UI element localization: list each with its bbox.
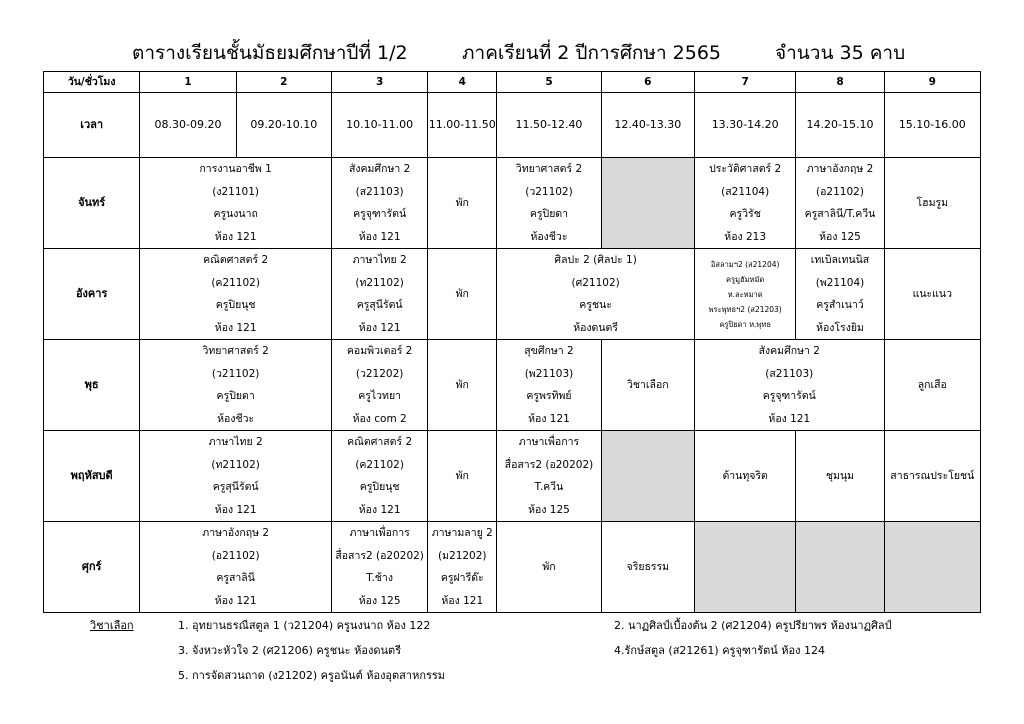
elective-item: 1. อุทยานธรณีสตูล 1 (ว21204) ครูนงนาถ ห้อง 122: [178, 619, 431, 632]
time-slot: 11.00-11.50: [428, 93, 497, 158]
class-cell: ภาษาอังกฤษ 2 (อ21102) ครูสาลินี/T.ควีน ห้อง 125: [796, 158, 884, 249]
empty-cell: [694, 522, 795, 613]
elective-item: 2. นาฏศิลป์เบื้องต้น 2 (ศ21204) ครูปรียาพร ห้องนาฏศิลป์: [614, 619, 892, 632]
empty-cell: [601, 431, 694, 522]
class-cell: ภาษาอังกฤษ 2 (อ21102) ครูสาลินี ห้อง 121: [140, 522, 332, 613]
timetable: [43, 71, 981, 613]
activity-cell: จริยธรรม: [601, 522, 694, 613]
empty-cell: [601, 158, 694, 249]
break-cell: พัก: [497, 522, 601, 613]
page-title: [0, 38, 1024, 66]
period-number: 9: [884, 72, 980, 93]
elective-item: 4.รักษ์สตูล (ส21261) ครูจุฑารัตน์ ห้อง 124: [614, 644, 826, 657]
break-cell: พัก: [428, 340, 497, 431]
period-header-row: [44, 72, 981, 93]
class-cell: ภาษาไทย 2 (ท21102) ครูสุนีรัตน์ ห้อง 121: [331, 249, 427, 340]
time-slot: 10.10-11.00: [331, 93, 427, 158]
time-slot: 09.20-10.10: [236, 93, 331, 158]
time-slot: 12.40-13.30: [601, 93, 694, 158]
day-row-friday: [44, 522, 981, 613]
period-number: 3: [331, 72, 427, 93]
title-semester: ภาคเรียนที่ 2 ปีการศึกษา 2565: [462, 42, 722, 64]
elective-item: 3. จังหวะหัวใจ 2 (ศ21206) ครูชนะ ห้องดนตรี: [178, 644, 402, 657]
electives-list: [0, 612, 1024, 712]
period-number: 1: [140, 72, 236, 93]
class-cell-split: อิสลามฯ2 (ส21204) ครูมูฮัมหมัด ห.ละหมาด พระพุทธฯ2 (ส21203) ครูปิยดา ห.พุทธ: [694, 249, 795, 340]
time-slot: 11.50-12.40: [497, 93, 601, 158]
period-number: 7: [694, 72, 795, 93]
activity-cell: โฮมรูม: [884, 158, 980, 249]
day-row-wednesday: [44, 340, 981, 431]
activity-cell: ลูกเสือ: [884, 340, 980, 431]
time-row: [44, 93, 981, 158]
day-name: พุธ: [44, 340, 140, 431]
class-cell: สังคมศึกษา 2 (ส21103) ครูจุฑารัตน์ ห้อง 121: [694, 340, 884, 431]
time-slot: 14.20-15.10: [796, 93, 884, 158]
class-cell: สุขศึกษา 2 (พ21103) ครูพรทิพย์ ห้อง 121: [497, 340, 601, 431]
class-cell: สังคมศึกษา 2 (ส21103) ครูจุฑารัตน์ ห้อง 121: [331, 158, 427, 249]
title-periods: จำนวน 35 คาบ: [775, 42, 906, 64]
period-number: 8: [796, 72, 884, 93]
title-class: ตารางเรียนชั้นมัธยมศึกษาปีที่ 1/2: [132, 42, 408, 64]
period-number: 6: [601, 72, 694, 93]
empty-cell: [884, 522, 980, 613]
period-number: 5: [497, 72, 601, 93]
activity-cell: แนะแนว: [884, 249, 980, 340]
electives-label: วิชาเลือก: [90, 619, 134, 632]
time-slot: 15.10-16.00: [884, 93, 980, 158]
activity-cell: ต้านทุจริต: [694, 431, 795, 522]
day-row-monday: [44, 158, 981, 249]
class-cell: วิทยาศาสตร์ 2 (ว21102) ครูปิยดา ห้องชีวะ: [140, 340, 332, 431]
period-number: 4: [428, 72, 497, 93]
time-label: เวลา: [44, 93, 140, 158]
day-name: พฤหัสบดี: [44, 431, 140, 522]
empty-cell: [796, 522, 884, 613]
activity-cell: สาธารณประโยชน์: [884, 431, 980, 522]
break-cell: พัก: [428, 158, 497, 249]
class-cell: ภาษาเพื่อการ สื่อสาร2 (อ20202) T.ช้าง ห้อง 125: [331, 522, 427, 613]
day-name: ศุกร์: [44, 522, 140, 613]
break-cell: พัก: [428, 249, 497, 340]
class-cell: คณิตศาสตร์ 2 (ค21102) ครูปิยนุช ห้อง 121: [140, 249, 332, 340]
class-cell: วิทยาศาสตร์ 2 (ว21102) ครูปิยดา ห้องชีวะ: [497, 158, 601, 249]
activity-cell: ชุมนุม: [796, 431, 884, 522]
class-cell: ประวัติศาสตร์ 2 (ส21104) ครูวิรัช ห้อง 213: [694, 158, 795, 249]
class-cell: เทเบิลเทนนิส (พ21104) ครูสำเนาว์ ห้องโรงยิม: [796, 249, 884, 340]
day-name: อังคาร: [44, 249, 140, 340]
class-cell: ศิลปะ 2 (ศิลปะ 1) (ศ21102) ครูชนะ ห้องดนตรี: [497, 249, 695, 340]
time-slot: 13.30-14.20: [694, 93, 795, 158]
day-name: จันทร์: [44, 158, 140, 249]
corner-cell: วัน/ชั่วโมง: [44, 72, 140, 93]
elective-item: 5. การจัดสวนถาด (ง21202) ครูอนันต์ ห้องอุตสาหกรรม: [178, 669, 446, 682]
class-cell: ภาษาเพื่อการ สื่อสาร2 (อ20202) T.ควีน ห้อง 125: [497, 431, 601, 522]
class-cell: ภาษามลายู 2 (ม21202) ครูฝารีด๊ะ ห้อง 121: [428, 522, 497, 613]
period-number: 2: [236, 72, 331, 93]
day-row-tuesday: [44, 249, 981, 340]
class-cell: คอมพิวเตอร์ 2 (ว21202) ครูไวทยา ห้อง com 2: [331, 340, 427, 431]
break-cell: พัก: [428, 431, 497, 522]
class-cell: ภาษาไทย 2 (ท21102) ครูสุนีรัตน์ ห้อง 121: [140, 431, 332, 522]
class-cell: การงานอาชีพ 1 (ง21101) ครูนงนาถ ห้อง 121: [140, 158, 332, 249]
elective-cell: วิชาเลือก: [601, 340, 694, 431]
day-row-thursday: [44, 431, 981, 522]
class-cell: คณิตศาสตร์ 2 (ค21102) ครูปิยนุช ห้อง 121: [331, 431, 427, 522]
time-slot: 08.30-09.20: [140, 93, 236, 158]
